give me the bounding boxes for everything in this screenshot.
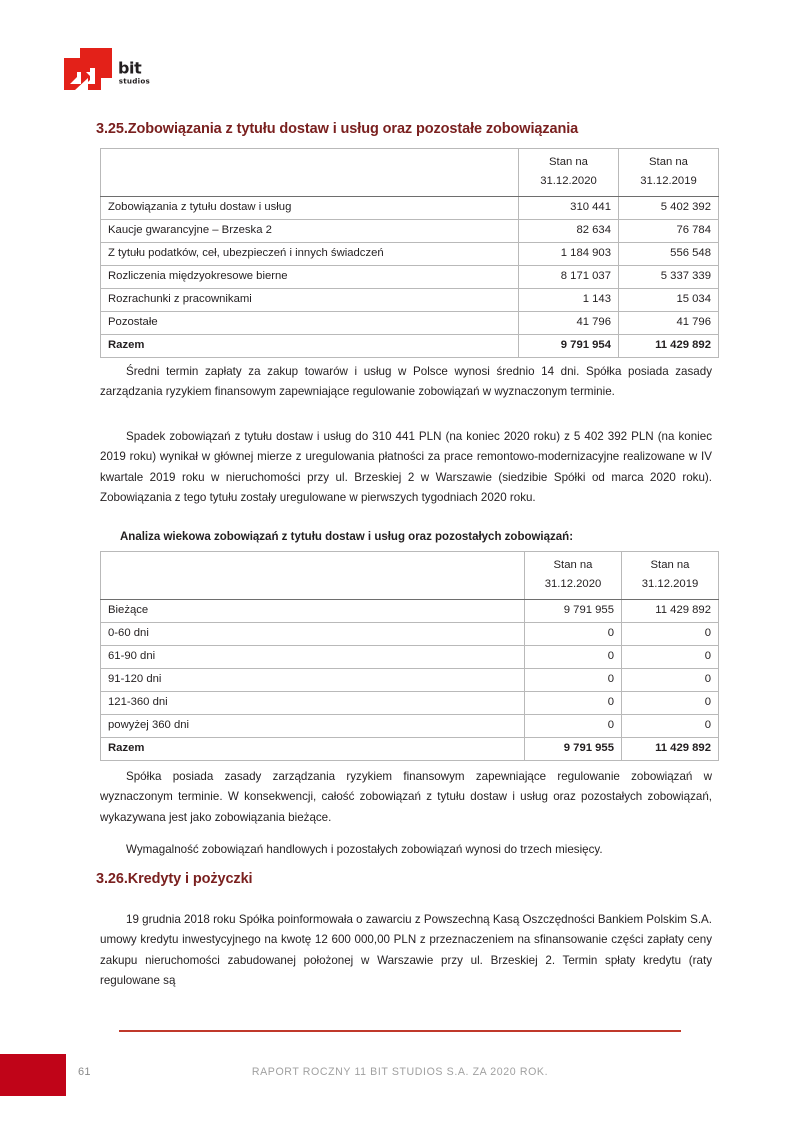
table-row <box>101 669 719 692</box>
header-cell-2020 <box>519 149 619 197</box>
footer-divider <box>119 1030 681 1032</box>
total-label: Razem <box>101 335 519 358</box>
total-label: Razem <box>101 738 525 761</box>
table-header-row <box>101 149 719 197</box>
row-value-2020: 8 171 037 <box>519 266 619 289</box>
row-label: 61-90 dni <box>101 646 525 669</box>
total-value-2019: 11 429 892 <box>619 335 719 358</box>
header-2020-line2: 31.12.2020 <box>540 175 597 188</box>
row-value-2020: 9 791 955 <box>525 600 622 623</box>
header-cell-2019 <box>619 149 719 197</box>
table-row <box>101 692 719 715</box>
table-row <box>101 243 719 266</box>
table-row <box>101 266 719 289</box>
paragraph-maturity: Wymagalność zobowiązań handlowych i pozostałych zobowiązań wynosi do trzech miesięcy. <box>126 842 603 856</box>
table-total-row <box>101 738 719 761</box>
row-value-2019: 15 034 <box>619 289 719 312</box>
header-2020-line2: 31.12.2020 <box>544 578 602 591</box>
row-label: Bieżące <box>101 600 525 623</box>
aging-analysis-subheading: Analiza wiekowa zobowiązań z tytułu dostaw i usług oraz pozostałych zobowiązań: <box>120 531 574 543</box>
row-value-2019: 0 <box>622 715 719 738</box>
table-row <box>101 600 719 623</box>
table-row <box>101 197 719 220</box>
row-value-2019: 0 <box>622 646 719 669</box>
aging-table-head <box>101 552 719 600</box>
paragraph-liabilities-decrease: Spadek zobowiązań z tytułu dostaw i usług do 310 441 PLN (na koniec 2020 roku) z 5 402 392 PLN (na koniec 2019 roku) wynikał w głównej mierze z uregulowania płatności za prace remontowo-modernizacyjne realizowane w IV kwartale 2019 roku w nieruchomości przy ul. Brzeskiej 2 w Warszawie (siedzibie Spółki od marca 2020 roku). Zobowiązania z tego tytułu zostały uregulowane w pierwszych tygodniach 2020 roku. <box>100 429 712 505</box>
eleven-bit-mark-icon <box>64 48 112 90</box>
liabilities-table-body <box>101 197 719 358</box>
row-label: 0-60 dni <box>101 623 525 646</box>
logo-wordmark <box>118 54 162 90</box>
row-value-2020: 1 184 903 <box>519 243 619 266</box>
row-value-2019: 0 <box>622 669 719 692</box>
row-value-2019: 11 429 892 <box>622 600 719 623</box>
row-value-2019: 5 402 392 <box>619 197 719 220</box>
row-value-2020: 310 441 <box>519 197 619 220</box>
row-label: 91-120 dni <box>101 669 525 692</box>
header-2019-line2: 31.12.2019 <box>641 578 699 591</box>
header-2019-line1: Stan na <box>650 559 690 571</box>
row-value-2020: 0 <box>525 669 622 692</box>
paragraph-payment-terms: Średni termin zapłaty za zakup towarów i usług w Polsce wynosi średnio 14 dni. Spółka posiada zasady zarządzania ryzykiem finansowym zapewniające regulowanie zobowiązań w wyznaczonym terminie. <box>100 364 712 399</box>
header-2019-line2: 31.12.2019 <box>640 175 697 188</box>
header-2020-line1: Stan na <box>549 156 588 168</box>
footer-report-title: RAPORT ROCZNY 11 BIT STUDIOS S.A. ZA 2020 ROK. <box>251 1066 549 1078</box>
row-value-2019: 556 548 <box>619 243 719 266</box>
paragraph-risk-management: Spółka posiada zasady zarządzania ryzykiem finansowym zapewniające regulowanie zobowiązań w wyznaczonym terminie. W konsekwencji, całość zobowiązań z tytułu dostaw i usług oraz pozostałych zobowiązań, wykazywana jest jako zobowiązania bieżące. <box>100 769 712 824</box>
liabilities-table-head <box>101 149 719 197</box>
liabilities-table <box>100 148 719 358</box>
row-value-2019: 0 <box>622 623 719 646</box>
row-value-2020: 82 634 <box>519 220 619 243</box>
row-label: Rozrachunki z pracownikami <box>101 289 519 312</box>
section-heading-3-26: 3.26.Kredyty i pożyczki <box>96 871 253 887</box>
table-row <box>101 715 719 738</box>
row-value-2019: 5 337 339 <box>619 266 719 289</box>
table-row <box>101 312 719 335</box>
row-label: Kaucje gwarancyjne – Brzeska 2 <box>101 220 519 243</box>
table-row <box>101 289 719 312</box>
row-value-2020: 0 <box>525 692 622 715</box>
row-value-2020: 0 <box>525 646 622 669</box>
section-heading-3-25: 3.25.Zobowiązania z tytułu dostaw i usług oraz pozostałe zobowiązania <box>96 121 579 137</box>
logo-wordmark-studios: studios <box>118 76 151 86</box>
row-label: Z tytułu podatków, ceł, ubezpieczeń i innych świadczeń <box>101 243 519 266</box>
header-cell-2020 <box>525 552 622 600</box>
header-cell-label <box>101 149 519 197</box>
row-value-2019: 0 <box>622 692 719 715</box>
total-value-2020: 9 791 955 <box>525 738 622 761</box>
total-value-2020: 9 791 954 <box>519 335 619 358</box>
table-header-row <box>101 552 719 600</box>
row-value-2020: 0 <box>525 715 622 738</box>
table-row <box>101 646 719 669</box>
row-label: Zobowiązania z tytułu dostaw i usług <box>101 197 519 220</box>
row-value-2019: 41 796 <box>619 312 719 335</box>
header-2020-line1: Stan na <box>553 559 593 571</box>
header-2019-line1: Stan na <box>649 156 688 168</box>
aging-table-body <box>101 600 719 761</box>
table-row <box>101 220 719 243</box>
header-cell-label <box>101 552 525 600</box>
total-value-2019: 11 429 892 <box>622 738 719 761</box>
paragraph-credit-agreement: 19 grudnia 2018 roku Spółka poinformowała o zawarciu z Powszechną Kasą Oszczędności Bankiem Polskim S.A. umowy kredytu inwestycyjnego na kwotę 12 600 000,00 PLN z przeznaczeniem na sfinansowanie części zapłaty ceny zakupu nieruchomości zabudowanej położonej w Warszawie przy ul. Brzeskiej 2. Termin spłaty kredytu (raty regulowane są <box>100 912 712 988</box>
row-label: 121-360 dni <box>101 692 525 715</box>
row-label: powyżej 360 dni <box>101 715 525 738</box>
row-value-2020: 41 796 <box>519 312 619 335</box>
page-number: 61 <box>78 1066 91 1078</box>
table-total-row <box>101 335 719 358</box>
aging-analysis-table <box>100 551 719 761</box>
row-value-2019: 76 784 <box>619 220 719 243</box>
row-value-2020: 0 <box>525 623 622 646</box>
header-cell-2019 <box>622 552 719 600</box>
company-logo <box>64 48 160 96</box>
row-label: Pozostałe <box>101 312 519 335</box>
row-value-2020: 1 143 <box>519 289 619 312</box>
table-row <box>101 623 719 646</box>
logo-wordmark-bit: bit <box>118 58 142 78</box>
row-label: Rozliczenia międzyokresowe bierne <box>101 266 519 289</box>
